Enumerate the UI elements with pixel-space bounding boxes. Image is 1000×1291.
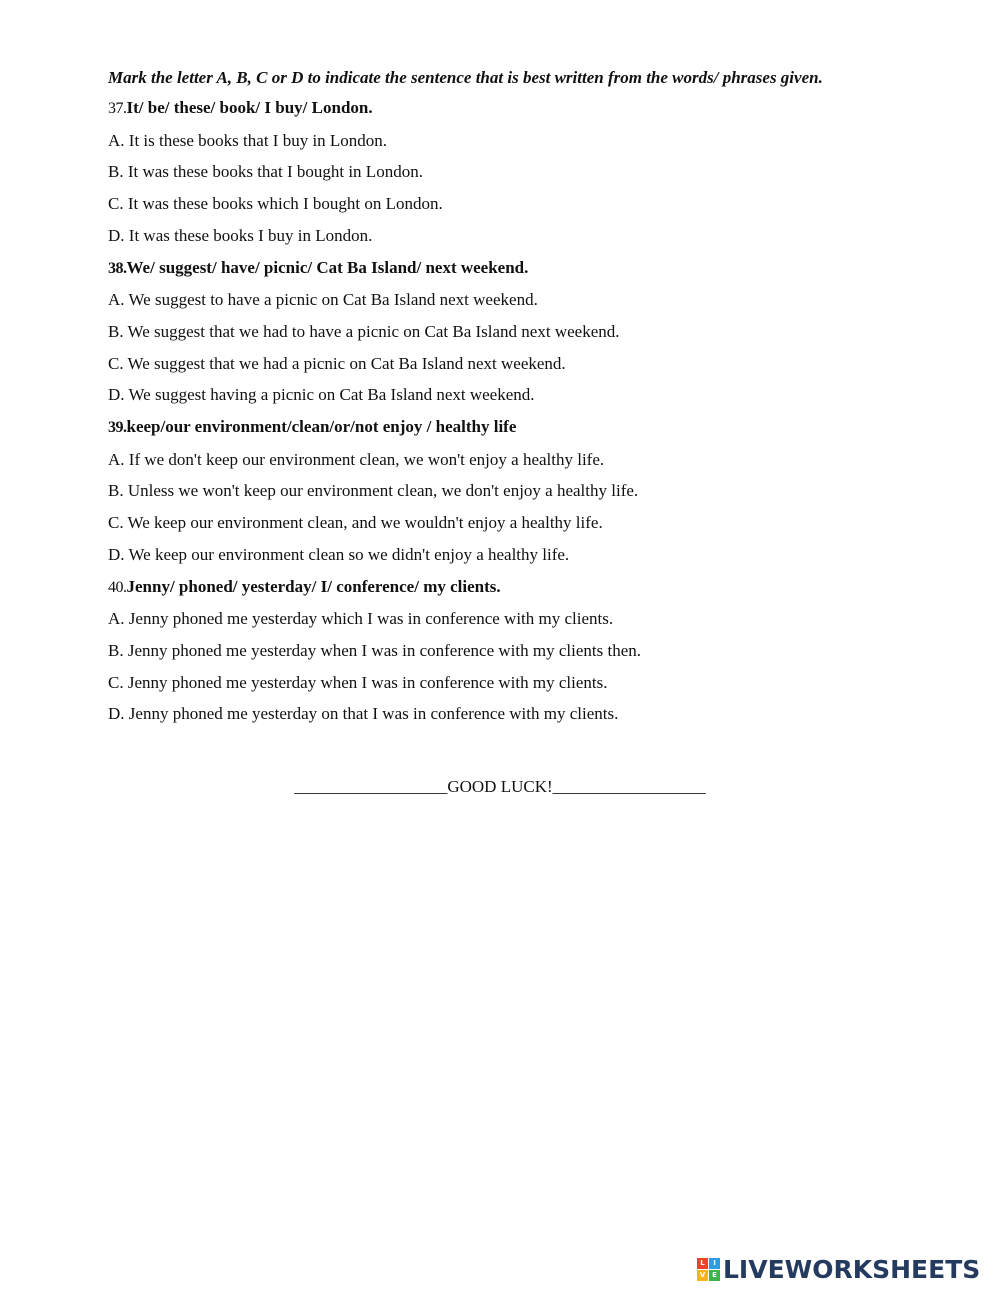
answer-option: C. We suggest that we had a picnic on Cat Ba Island next weekend. [108, 353, 566, 373]
answer-option: C. We keep our environment clean, and we wouldn't enjoy a healthy life. [108, 513, 603, 533]
answer-option: B. It was these books that I bought in London. [108, 162, 423, 182]
question-number: 37. [108, 100, 127, 117]
logo-block-e: E [709, 1270, 720, 1281]
question-block [108, 411, 968, 571]
question-block [108, 571, 968, 731]
question-prompt: Jenny/ phoned/ yesterday/ I/ conference/ my clients. [126, 576, 501, 596]
answer-option: A. It is these books that I buy in London. [108, 130, 388, 150]
answer-option: C. Jenny phoned me yesterday when I was in conference with my clients. [108, 672, 608, 692]
liveworksheets-logo[interactable] [697, 1254, 980, 1284]
question-heading [108, 411, 968, 444]
logo-block-l: L [697, 1258, 708, 1269]
logo-block-v: V [697, 1270, 708, 1281]
answer-option: A. If we don't keep our environment clean, we won't enjoy a healthy life. [108, 449, 605, 469]
question-number: 38. [108, 259, 127, 277]
question-heading [108, 571, 968, 604]
answer-option: A. Jenny phoned me yesterday which I was in conference with my clients. [108, 609, 614, 629]
question-block [108, 252, 968, 412]
answer-option: C. It was these books which I bought on London. [108, 194, 443, 214]
question-prompt: It/ be/ these/ book/ I buy/ London. [126, 98, 373, 117]
answer-option: D. It was these books I buy in London. [108, 225, 373, 245]
logo-icon [697, 1258, 720, 1281]
question-number: 39. [108, 419, 127, 437]
question-heading [108, 252, 968, 285]
answer-option: B. Unless we won't keep our environment clean, we don't enjoy a healthy life. [108, 481, 639, 501]
answer-option: A. We suggest to have a picnic on Cat Ba Island next weekend. [108, 290, 538, 310]
question-prompt: keep/our environment/clean/or/not enjoy / healthy life [126, 417, 517, 437]
answer-option: D. Jenny phoned me yesterday on that I was in conference with my clients. [108, 704, 619, 724]
instruction-text: Mark the letter A, B, C or D to indicate the sentence that is best written from the words/ phrases given. [108, 68, 823, 87]
question-block [108, 92, 968, 252]
answer-option: B. We suggest that we had to have a picnic on Cat Ba Island next weekend. [108, 321, 620, 341]
question-number: 40. [108, 578, 127, 596]
logo-block-i: I [709, 1258, 720, 1269]
question-prompt: We/ suggest/ have/ picnic/ Cat Ba Island/ next weekend. [126, 257, 529, 277]
logo-text: LIVEWORKSHEETS [723, 1254, 981, 1284]
worksheet-content [108, 64, 968, 730]
question-heading [108, 92, 968, 125]
answer-option: D. We keep our environment clean so we didn't enjoy a healthy life. [108, 544, 570, 564]
answer-option: B. Jenny phoned me yesterday when I was in conference with my clients then. [108, 640, 641, 660]
good-luck-footer: __________________GOOD LUCK!__________________ [294, 777, 706, 796]
answer-option: D. We suggest having a picnic on Cat Ba Island next weekend. [108, 385, 535, 405]
